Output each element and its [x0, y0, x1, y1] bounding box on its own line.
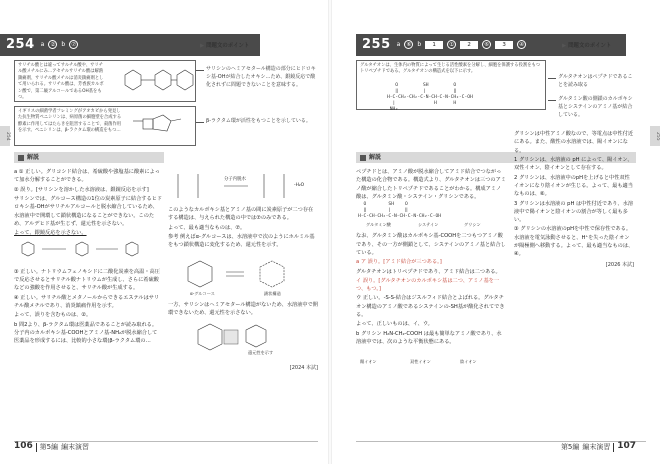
answer-b-label: b — [61, 41, 66, 49]
para: よって、正しいものは、イ、ウ。 — [356, 321, 433, 328]
water-label: -H₂O — [294, 183, 305, 188]
amide-formation-diagram — [168, 168, 318, 206]
point-heading — [200, 42, 249, 50]
glutathione-split-diagram — [356, 202, 506, 232]
answer-b3-box: 3 — [495, 41, 513, 49]
salicin-structure-diagram — [115, 65, 195, 99]
cysteine-label: システイン — [418, 222, 439, 228]
frame-text: グルタチオンは、生体内の物質によって生じる活性酸素を分解し、細胞を保護する役割をもつトリペプチドである。グルタチオンの構造式を以下に示す。 — [360, 63, 541, 75]
page-footer — [561, 440, 636, 454]
para: なお、グルタミン酸はカルボキシ基-COOHを二つもつアミノ酸であり、その一方が側鎖として、システインのアミノ基と結合している。 — [356, 233, 506, 256]
page-footer — [14, 440, 89, 454]
frame-text: サリチル酸とは違ってサルチル酸や、サリチル酸メチルにみ…アセチルサリチル酸は解熱鎮痛剤、サリチル酸メチルは消炎鎮痛剤として用いられる。サリチル酸は、芳香族カルボン酸で、第二級アルコールであるOH基をもつ。 — [18, 63, 104, 101]
cation-label: 陽イオン — [360, 359, 377, 365]
section-label: 解説 — [27, 153, 40, 161]
footer-title: 編末演習 — [582, 442, 611, 451]
salicin-ring-diagram — [168, 318, 318, 362]
para: a ① 正しい。グリコシド結合は、希硫酸や強塩基に酸素によって加水分解することができる。 — [14, 169, 160, 184]
para: 1 グリシンは、水溶液の pH によって、陽イオン、双性イオン、陰イオンとして存在する。 — [514, 156, 633, 172]
para: イ 誤り。[グルタチオンのカルボキシ基は二つ、アミノ基を一つ、もつ。] — [356, 277, 500, 293]
penicillin-structure-diagram — [133, 111, 193, 143]
page-number: 107 — [617, 441, 636, 452]
question-number: 255 — [362, 36, 391, 52]
side-tab: 254 — [0, 126, 10, 146]
footer-chapter: 第5編 — [560, 442, 580, 451]
para: ペプチドとは、アミノ酸が脱水縮合してアミド結合でつながった構造の化合物である。構造式より、グルタチオンは三つのアミノ酸が縮合したトリペプチドであることがわかる。構成アミノ酸は、グルタミン酸・システイン・グリシンである。 — [356, 169, 506, 200]
section-label: 解説 — [369, 153, 382, 161]
para: サリシンでは、グルコース構造の1位の炭素原子に結合するヒドロキシ基-OHがサリチルアルコールと脱水縮合しているため、水溶液中で開環して鎖状構造になることができない。このため、アルデヒド基が生じず、還元性を示さない。 — [14, 195, 163, 227]
phenoxide-reaction-diagram — [14, 239, 154, 265]
footer-chapter: 第5編 — [39, 442, 59, 451]
answer-b1-value: ① — [447, 40, 456, 49]
answer-b1-box: 1 — [425, 41, 443, 49]
para: ③ 正しい。ナトリウムフェノキシドに二酸化炭素を高温・高圧で反応させるとサリチル酸ナトリウムが生成し、さらに希硫酸などの強酸を作用させると、サリチル酸が生成する。 — [14, 268, 160, 292]
para: 一方、サリシンはヘミアセタール構造がないため、水溶液中で開環できないため、還元性を示さない。 — [168, 301, 318, 316]
answer-b2-value: ⑥ — [482, 40, 491, 49]
answer-list — [41, 40, 79, 49]
para: よって、誤りを含むものは、②。 — [14, 312, 92, 319]
problem-frame-2 — [14, 106, 196, 146]
zwitterion-label: 双性イオン — [410, 359, 431, 365]
callout-1: サリシンのヘミアセタール構造の部分にヒドロキシ基-OHが結合したオキシ…ため、銀鏡反応で酸化されずに問題できないことを意味する。 — [206, 66, 318, 89]
exam-tag: [2024 本試] — [289, 365, 318, 372]
chain-label: 鎖状構造 — [264, 290, 281, 296]
exam-tag: [2026 本試] — [605, 261, 634, 268]
right-page — [330, 0, 660, 464]
para: このようなカルボキシ基とアミノ基の間に炭素原子が二つ存在する構造は、与えられた構造の中では⑦のみである。 — [168, 207, 314, 222]
para: b グリシン H₂N-CH₂-COOH は最も簡単なアミノ酸であり、水溶液中では、次のような平衡状態にある。 — [356, 330, 502, 345]
answer-a-label: a — [396, 41, 401, 49]
answer-b-value: ⑦ — [69, 40, 78, 49]
answer-b-label: b — [417, 41, 422, 49]
point-label: 問題文のポイント — [568, 43, 612, 49]
para: 参考 例えばα-グルコースは、水溶液中で次のようにホルミル基をもつ鎖状構造に変化するため、還元性を示す。 — [168, 233, 315, 249]
square-marker-icon — [18, 155, 24, 161]
glucose-equilibrium-diagram — [168, 251, 318, 301]
callout-2: グルタミン酸の側鎖のカルボキシ基とシステインのアミノ基が結合している。 — [558, 96, 633, 118]
para: 2 グリシンは、水溶液中のpHを上げると中性双性イオンになり陰イオンが生じる。よって、最も適当なものは、⑥。 — [514, 174, 633, 198]
callout-2: β-ラクタム環が活性をもつことを示している。 — [206, 118, 318, 126]
glucose-label: α-グルコース — [190, 290, 215, 296]
reaction-label: 分子内脱水 — [224, 177, 246, 182]
footer-divider — [613, 443, 614, 452]
glycine-label: グリシン — [464, 222, 481, 228]
answer-a-value: ② — [48, 40, 57, 49]
para: よって、最も適当なものは、⑦。 — [168, 224, 246, 231]
salicin-svg — [168, 318, 318, 362]
left-column-1 — [14, 168, 162, 347]
footer-divider — [36, 443, 37, 452]
right-column-2 — [514, 130, 634, 269]
page-number: 106 — [14, 441, 33, 452]
right-column-1 — [356, 168, 506, 369]
reducing-label: 還元性を示す — [248, 350, 274, 356]
footer-title: 編末演習 — [61, 442, 90, 451]
glycine-equilibrium — [356, 347, 506, 369]
anion-label: 陰イオン — [460, 359, 477, 365]
problem-frame — [356, 60, 546, 110]
triangle-icon: ▶ — [200, 43, 205, 49]
para: ③ グリシンの水溶液のpHを中性で保存性である。水溶液を電気泳動させると、H⁺を失った陰イオンが陽極側へ移動する。よって、最も適当なものは、④。 — [514, 226, 634, 258]
para: ② 誤り。[サリシンを溶かした水溶液は、銀鏡反応を示す] — [14, 186, 149, 193]
para: 3 グリシンは水溶液の pH は中性付近であり、水溶液中で陽イオンと陰イオンの割合が等しく最も多い。 — [514, 200, 634, 224]
para: ④ 正しい。サリチル酸とメタノールからできるエステルはサリチル酸メチルであり、消炎鎮痛作用を示す。 — [14, 294, 160, 310]
side-tab: 255 — [650, 126, 660, 146]
para: よって、銀鏡反応を示さない。 — [14, 230, 87, 237]
point-heading — [562, 42, 611, 50]
question-number: 254 — [6, 36, 35, 52]
para: a ア 誤り。[アミド結合が三つある。] — [356, 259, 442, 266]
problem-frame-1 — [14, 60, 196, 102]
callout-1: グルタチオンはペプチドであることを読み取る — [558, 74, 633, 88]
glutamic-label: グルタミン酸 — [366, 222, 391, 228]
para: グリシンは中性アミノ酸なので、等電点は中性付近にある。また、酸性の水溶液では、陽イオンになる。 — [514, 131, 634, 154]
split-formula: O SH O ‖ | ‖ H-C-CH-CH₂-C-N-CH-C-N-CH₂-C-OH — [358, 202, 441, 220]
answer-b3-value: ④ — [517, 40, 526, 49]
explanation-header — [14, 152, 164, 163]
para: グルタチオンはトリペプチドであり、アミド結合は二つある。 — [356, 268, 501, 275]
answer-list — [397, 40, 527, 49]
triangle-icon: ▶ — [562, 43, 567, 49]
answer-b2-box: 2 — [460, 41, 478, 49]
frame2-text: イギリスの細菌学者フレミングがアオカビから発見した抗生物質ペニシリンは、病原菌の細胞壁を合成する酵素に作用してはたらきを阻害することで、殺菌作用を示す。ペニシリンは、β-ラクタム環の構造をもつ… — [18, 109, 122, 134]
left-column-2 — [168, 168, 318, 372]
point-label: 問題文のポイント — [206, 43, 250, 49]
para: ウ 正しい。-S-S-結合はジスルフィド結合とよばれる。グルタチオン構造のアミノ酸であるシステインの-SH基が酸化されてできる。 — [356, 295, 505, 319]
para: b 問2より、β-ラクタム環は医薬品であることが読み取れる。分子内のカルボキシ基-COOHとアミノ基-NH₂が脱水縮合して医薬品を形成するには、比較的小さな環(β-ラクタム環の… — [14, 321, 158, 345]
square-marker-icon — [360, 155, 366, 161]
answer-a-value: ⑥ — [404, 40, 413, 49]
glutathione-formula: O SH O ‖ | ‖ H-C-CH₂-CH₂-C-N-CH-C-N-CH₂-C-OH | H H NH₂ — [387, 83, 473, 112]
answer-a-label: a — [40, 41, 45, 49]
